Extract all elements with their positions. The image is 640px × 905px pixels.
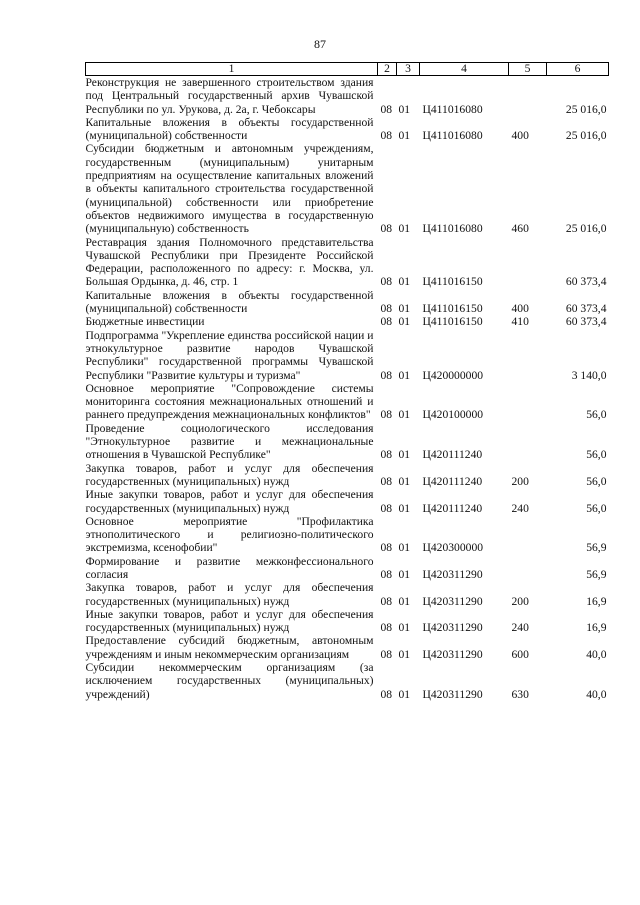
row-name: Субсидии некоммерческим организациям (за исключением государственных (муниципальных) учреждений)	[85, 661, 374, 701]
table-row	[86, 315, 609, 328]
row-expense-type: 410	[511, 315, 529, 329]
row-name: Реставрация здания Полномочного представительства Чувашской Республики при Президенте Российской Федерации, расположенного по адресу: г. Москва, ул. Большая Ордынка, д. 46, стр. 1	[85, 235, 374, 289]
row-target-article: Ц411016150	[422, 275, 483, 289]
row-target-article: Ц420111240	[422, 501, 483, 515]
row-subsection: 01	[398, 315, 411, 329]
row-name: Проведение социологического исследования "Этнокультурное развитие и межнациональные отношения в Чувашской Республике"	[85, 421, 374, 462]
table-row	[86, 581, 609, 608]
table-row	[86, 462, 609, 489]
row-target-article: Ц420311290	[422, 567, 483, 581]
row-expense-type: 200	[511, 594, 529, 608]
row-amount: 40,0	[586, 687, 607, 701]
row-expense-type: 240	[511, 501, 529, 515]
row-expense-type	[509, 76, 547, 116]
row-section: 08	[380, 647, 393, 661]
row-target-article: Ц420300000	[422, 541, 484, 555]
table-row	[86, 515, 609, 555]
row-section: 08	[380, 408, 393, 422]
row-amount: 25 016,0	[565, 129, 607, 143]
table-row	[86, 555, 609, 582]
row-subsection: 01	[398, 222, 411, 236]
row-name: Иные закупки товаров, работ и услуг для обеспечения государственных (муниципальных) нужд	[85, 488, 374, 515]
table-header-row	[86, 63, 609, 76]
row-target-article: Ц411016150	[422, 315, 483, 329]
row-subsection: 01	[398, 647, 411, 661]
row-target-article: Ц420111240	[422, 474, 483, 488]
row-target-article: Ц420111240	[422, 448, 483, 462]
table-row	[86, 382, 609, 422]
row-subsection: 01	[398, 275, 411, 289]
row-expense-type	[509, 382, 547, 422]
row-amount: 56,0	[586, 474, 607, 488]
row-amount: 60 373,4	[565, 302, 607, 316]
row-target-article: Ц420311290	[422, 594, 483, 608]
column-header: 4	[420, 63, 509, 76]
column-header: 2	[378, 63, 397, 76]
row-amount: 56,9	[586, 567, 607, 581]
row-section: 08	[380, 448, 393, 462]
row-expense-type	[509, 236, 547, 289]
row-name: Субсидии бюджетным и автономным учреждениям, государственным (муниципальным) унитарным предприятиям на осуществление капитальных вложений в объекты капитального строительства государственной (муниципальной) собственности или приобретение объектов недвижимого имущества в государственную (муниципальную) собственность	[85, 142, 374, 236]
row-expense-type: 240	[511, 621, 529, 635]
table-row	[86, 608, 609, 635]
row-subsection: 01	[398, 129, 411, 143]
row-section: 08	[380, 275, 393, 289]
row-subsection: 01	[398, 474, 411, 488]
row-expense-type	[509, 329, 547, 382]
row-expense-type: 400	[511, 129, 529, 143]
row-expense-type: 630	[511, 687, 529, 701]
row-target-article: Ц411016080	[422, 129, 483, 143]
row-target-article: Ц411016080	[422, 102, 483, 116]
row-expense-type: 400	[511, 302, 529, 316]
row-amount: 56,0	[586, 408, 607, 422]
table-row	[86, 329, 609, 382]
row-subsection: 01	[398, 594, 411, 608]
row-name: Основное мероприятие "Сопровождение системы мониторинга состояния межнациональных отношений и раннего предупреждения межнациональных конфликтов"	[85, 381, 374, 422]
row-name: Бюджетные инвестиции	[85, 315, 205, 329]
row-target-article: Ц411016080	[422, 222, 483, 236]
row-section: 08	[380, 594, 393, 608]
row-name: Иные закупки товаров, работ и услуг для обеспечения государственных (муниципальных) нужд	[85, 607, 374, 635]
row-section: 08	[380, 501, 393, 515]
row-amount: 16,9	[586, 621, 607, 635]
row-subsection: 01	[398, 541, 411, 555]
row-expense-type: 200	[511, 474, 529, 488]
row-name: Реконструкция не завершенного строительством здания под Центральный государственный архив Чувашской Республики по ул. Урукова, д. 2а, г. Чебоксары	[85, 76, 374, 116]
row-amount: 56,0	[586, 448, 607, 462]
table-row	[86, 142, 609, 235]
row-subsection: 01	[398, 687, 411, 701]
row-subsection: 01	[398, 302, 411, 316]
column-header: 3	[397, 63, 420, 76]
row-section: 08	[380, 222, 393, 236]
column-header: 1	[86, 63, 378, 76]
row-subsection: 01	[398, 621, 411, 635]
row-expense-type	[509, 515, 547, 555]
table-row	[86, 634, 609, 661]
table-body	[86, 76, 609, 701]
row-amount: 56,0	[586, 501, 607, 515]
row-name: Закупка товаров, работ и услуг для обеспечения государственных (муниципальных) нужд	[85, 461, 374, 488]
page-number: 87	[314, 37, 326, 51]
table-row	[86, 289, 609, 316]
row-amount: 40,0	[586, 647, 607, 661]
row-amount: 60 373,4	[565, 275, 607, 289]
row-section: 08	[380, 541, 393, 555]
row-amount: 3 140,0	[571, 368, 607, 382]
table-row	[86, 661, 609, 701]
table-row	[86, 116, 609, 143]
row-subsection: 01	[398, 448, 411, 462]
row-amount: 60 373,4	[565, 315, 607, 329]
row-target-article: Ц411016150	[422, 302, 483, 316]
row-expense-type	[509, 422, 547, 462]
row-name: Предоставление субсидий бюджетным, автономным учреждениям и иным некоммерческим организациям	[85, 634, 374, 661]
row-name: Капитальные вложения в объекты государственной (муниципальной) собственности	[85, 288, 374, 316]
row-amount: 56,9	[586, 541, 607, 555]
row-section: 08	[380, 474, 393, 488]
row-target-article: Ц420000000	[422, 368, 484, 382]
row-target-article: Ц420311290	[422, 687, 483, 701]
row-section: 08	[380, 687, 393, 701]
table-row	[86, 422, 609, 462]
row-section: 08	[380, 102, 393, 116]
table-row	[86, 488, 609, 515]
row-amount: 16,9	[586, 594, 607, 608]
row-expense-type: 460	[511, 222, 529, 236]
budget-table	[85, 62, 609, 701]
row-section: 08	[380, 621, 393, 635]
row-subsection: 01	[398, 501, 411, 515]
column-header: 5	[509, 63, 547, 76]
row-amount: 25 016,0	[565, 102, 607, 116]
row-expense-type: 600	[511, 647, 529, 661]
row-section: 08	[380, 302, 393, 316]
row-subsection: 01	[398, 408, 411, 422]
column-header: 6	[547, 63, 609, 76]
row-target-article: Ц420311290	[422, 647, 483, 661]
row-name: Основное мероприятие "Профилактика этнополитического и религиозно-политического экстремизма, ксенофобии"	[85, 514, 374, 555]
row-section: 08	[380, 368, 393, 382]
table-row	[86, 76, 609, 116]
row-target-article: Ц420311290	[422, 621, 483, 635]
row-subsection: 01	[398, 368, 411, 382]
row-expense-type	[509, 555, 547, 582]
row-subsection: 01	[398, 102, 411, 116]
row-section: 08	[380, 567, 393, 581]
row-name: Капитальные вложения в объекты государственной (муниципальной) собственности	[85, 115, 374, 143]
row-subsection: 01	[398, 567, 411, 581]
table-row	[86, 236, 609, 289]
row-name: Формирование и развитие межконфессионального согласия	[85, 554, 374, 581]
row-target-article: Ц420100000	[422, 408, 484, 422]
row-name: Подпрограмма "Укрепление единства российской нации и этнокультурное развитие народов Чувашской Республики" государственной программы Чувашской Республики "Развитие культуры и туризма"	[85, 328, 374, 382]
row-name: Закупка товаров, работ и услуг для обеспечения государственных (муниципальных) нужд	[85, 581, 374, 608]
row-amount: 25 016,0	[565, 222, 607, 236]
row-section: 08	[380, 129, 393, 143]
row-section: 08	[380, 315, 393, 329]
